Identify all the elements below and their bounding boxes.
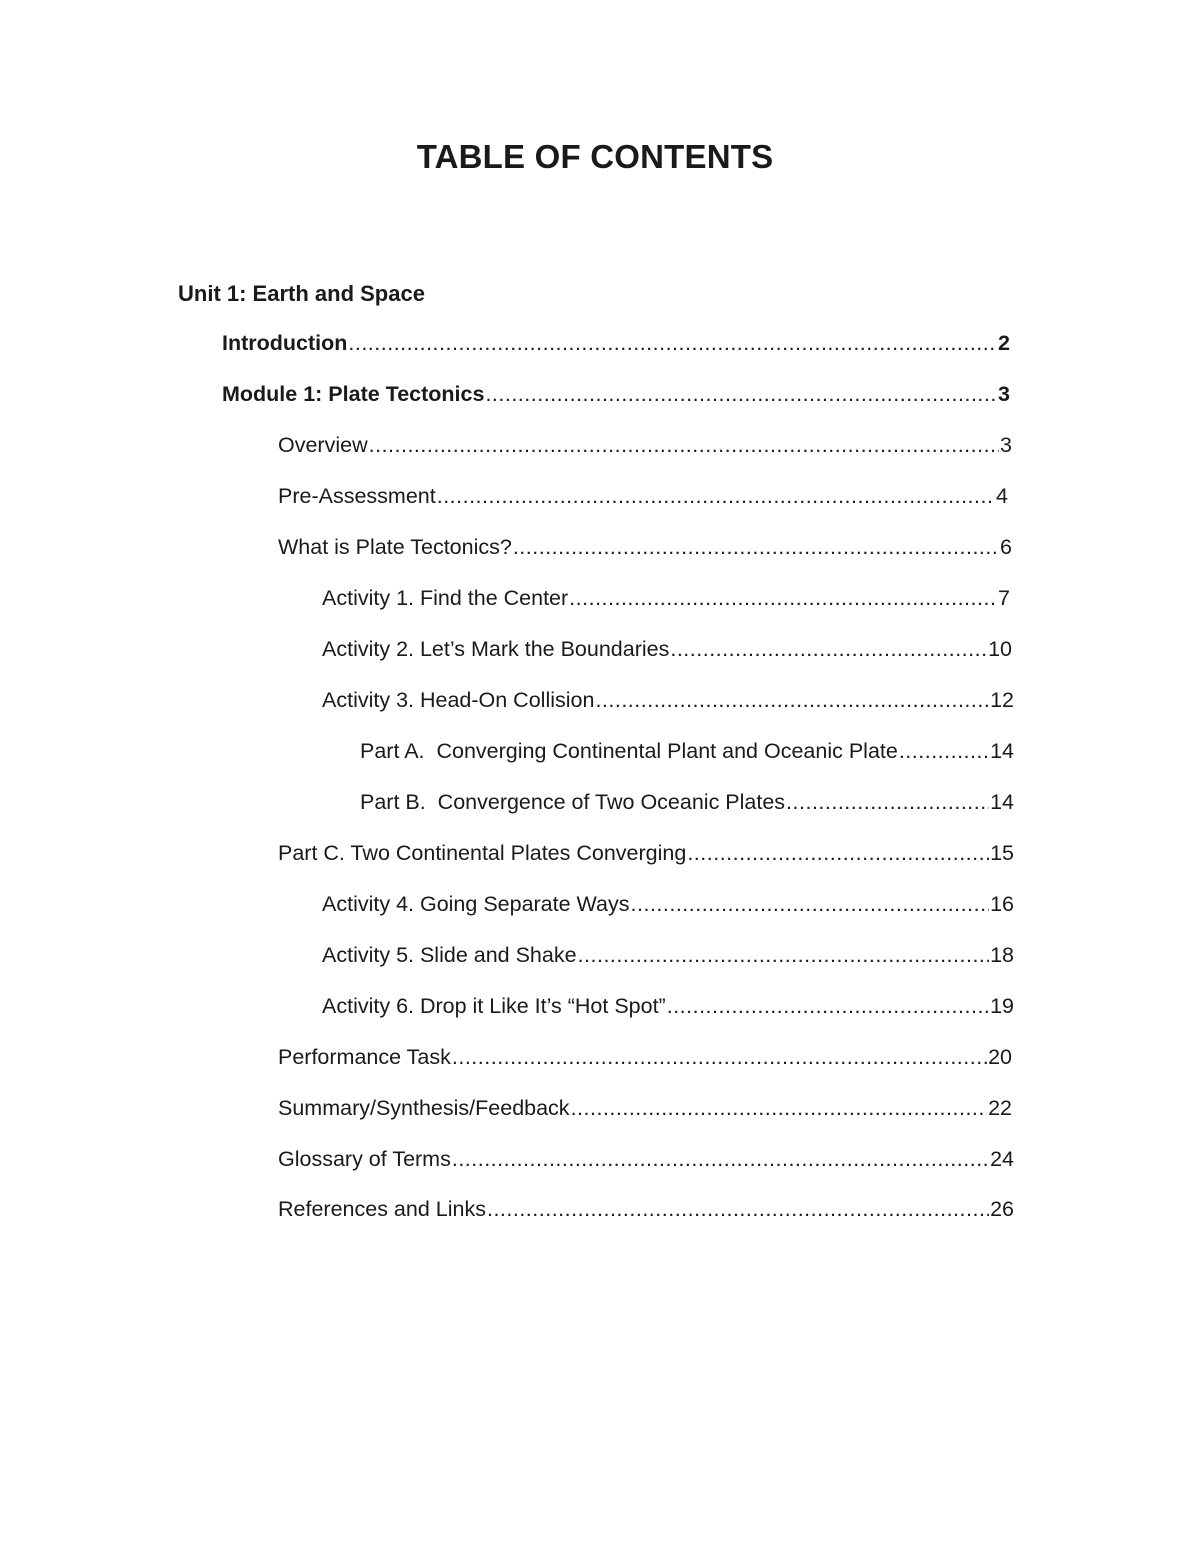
dot-leader xyxy=(485,382,997,407)
dot-leader xyxy=(571,1096,988,1121)
toc-entry-module-1[interactable] xyxy=(222,382,1010,412)
dot-leader xyxy=(670,637,987,662)
toc-entry-activity-6[interactable] xyxy=(322,994,1014,1024)
toc-entry-label: Activity 6. Drop it Like It’s “Hot Spot” xyxy=(322,994,666,1018)
toc-entry-summary[interactable] xyxy=(278,1096,1012,1126)
toc-page-number: 22 xyxy=(988,1096,1012,1120)
dot-leader xyxy=(452,1045,987,1070)
toc-entry-label: Activity 4. Going Separate Ways xyxy=(322,892,630,916)
toc-entry-label: Part A. Converging Continental Plant and Oceanic Plate xyxy=(360,739,898,763)
toc-page-number: 19 xyxy=(990,994,1014,1018)
dot-leader xyxy=(487,1197,989,1222)
toc-entry-part-b[interactable] xyxy=(360,790,1014,820)
toc-page-number: 2 xyxy=(998,331,1010,355)
toc-page-number: 10 xyxy=(988,637,1012,661)
dot-leader xyxy=(513,535,999,560)
toc-entry-label: Performance Task xyxy=(278,1045,451,1069)
toc-entry-label: Part B. Convergence of Two Oceanic Plates xyxy=(360,790,786,814)
toc-page-number: 14 xyxy=(990,790,1014,814)
toc-page-number: 24 xyxy=(990,1147,1014,1171)
toc-entry-activity-5[interactable] xyxy=(322,943,1014,973)
toc-page-number: 14 xyxy=(990,739,1014,763)
dot-leader xyxy=(595,688,989,713)
toc-page-number: 6 xyxy=(1000,535,1012,559)
toc-entry-label: What is Plate Tectonics? xyxy=(278,535,512,559)
toc-page-number: 20 xyxy=(988,1045,1012,1069)
toc-page-number: 26 xyxy=(990,1197,1014,1221)
dot-leader xyxy=(899,739,989,764)
toc-entry-label: Module 1: Plate Tectonics xyxy=(222,382,485,406)
dot-leader xyxy=(786,790,989,815)
toc-entry-performance-task[interactable] xyxy=(278,1045,1012,1075)
dot-leader xyxy=(437,484,995,509)
toc-entry-label: Glossary of Terms xyxy=(278,1147,451,1171)
toc-entry-pre-assessment[interactable] xyxy=(278,484,1008,514)
toc-entry-label: Part C. Two Continental Plates Converging xyxy=(278,841,687,865)
toc-entry-activity-3[interactable] xyxy=(322,688,1014,718)
toc-entry-references[interactable] xyxy=(278,1197,1014,1227)
toc-entry-part-c[interactable] xyxy=(278,841,1014,871)
dot-leader xyxy=(631,892,990,917)
dot-leader xyxy=(348,331,997,356)
toc-entry-activity-2[interactable] xyxy=(322,637,1012,667)
toc-page-number: 15 xyxy=(990,841,1014,865)
toc-page-number: 4 xyxy=(996,484,1008,508)
toc-entry-label: Pre-Assessment xyxy=(278,484,436,508)
toc-entry-label: Activity 3. Head-On Collision xyxy=(322,688,595,712)
toc-entry-label: Activity 2. Let’s Mark the Boundaries xyxy=(322,637,670,661)
toc-page-number: 3 xyxy=(998,382,1010,406)
toc-entry-activity-1[interactable] xyxy=(322,586,1010,616)
toc-page-number: 12 xyxy=(990,688,1014,712)
dot-leader xyxy=(687,841,989,866)
toc-entry-label: Introduction xyxy=(222,331,348,355)
toc-page-number: 16 xyxy=(990,892,1014,916)
toc-entry-label: Overview xyxy=(278,433,368,457)
unit-heading: Unit 1: Earth and Space xyxy=(178,281,425,306)
dot-leader xyxy=(369,433,999,458)
toc-entry-label: References and Links xyxy=(278,1197,486,1221)
dot-leader xyxy=(667,994,989,1019)
page-title: TABLE OF CONTENTS xyxy=(416,138,774,175)
toc-page-number: 7 xyxy=(998,586,1010,610)
dot-leader xyxy=(452,1147,989,1172)
toc-entry-label: Activity 5. Slide and Shake xyxy=(322,943,577,967)
toc-entry-part-a[interactable] xyxy=(360,739,1014,769)
toc-entry-label: Summary/Synthesis/Feedback xyxy=(278,1096,570,1120)
toc-entry-label: Activity 1. Find the Center xyxy=(322,586,569,610)
dot-leader xyxy=(578,943,990,968)
toc-entry-glossary[interactable] xyxy=(278,1147,1014,1177)
toc-entry-overview[interactable] xyxy=(278,433,1012,463)
toc-entry-introduction[interactable] xyxy=(222,331,1010,361)
dot-leader xyxy=(569,586,997,611)
toc-entry-activity-4[interactable] xyxy=(322,892,1014,922)
toc-page-number: 18 xyxy=(990,943,1014,967)
toc-page-number: 3 xyxy=(1000,433,1012,457)
toc-entry-what-is-plate-tectonics[interactable] xyxy=(278,535,1012,565)
